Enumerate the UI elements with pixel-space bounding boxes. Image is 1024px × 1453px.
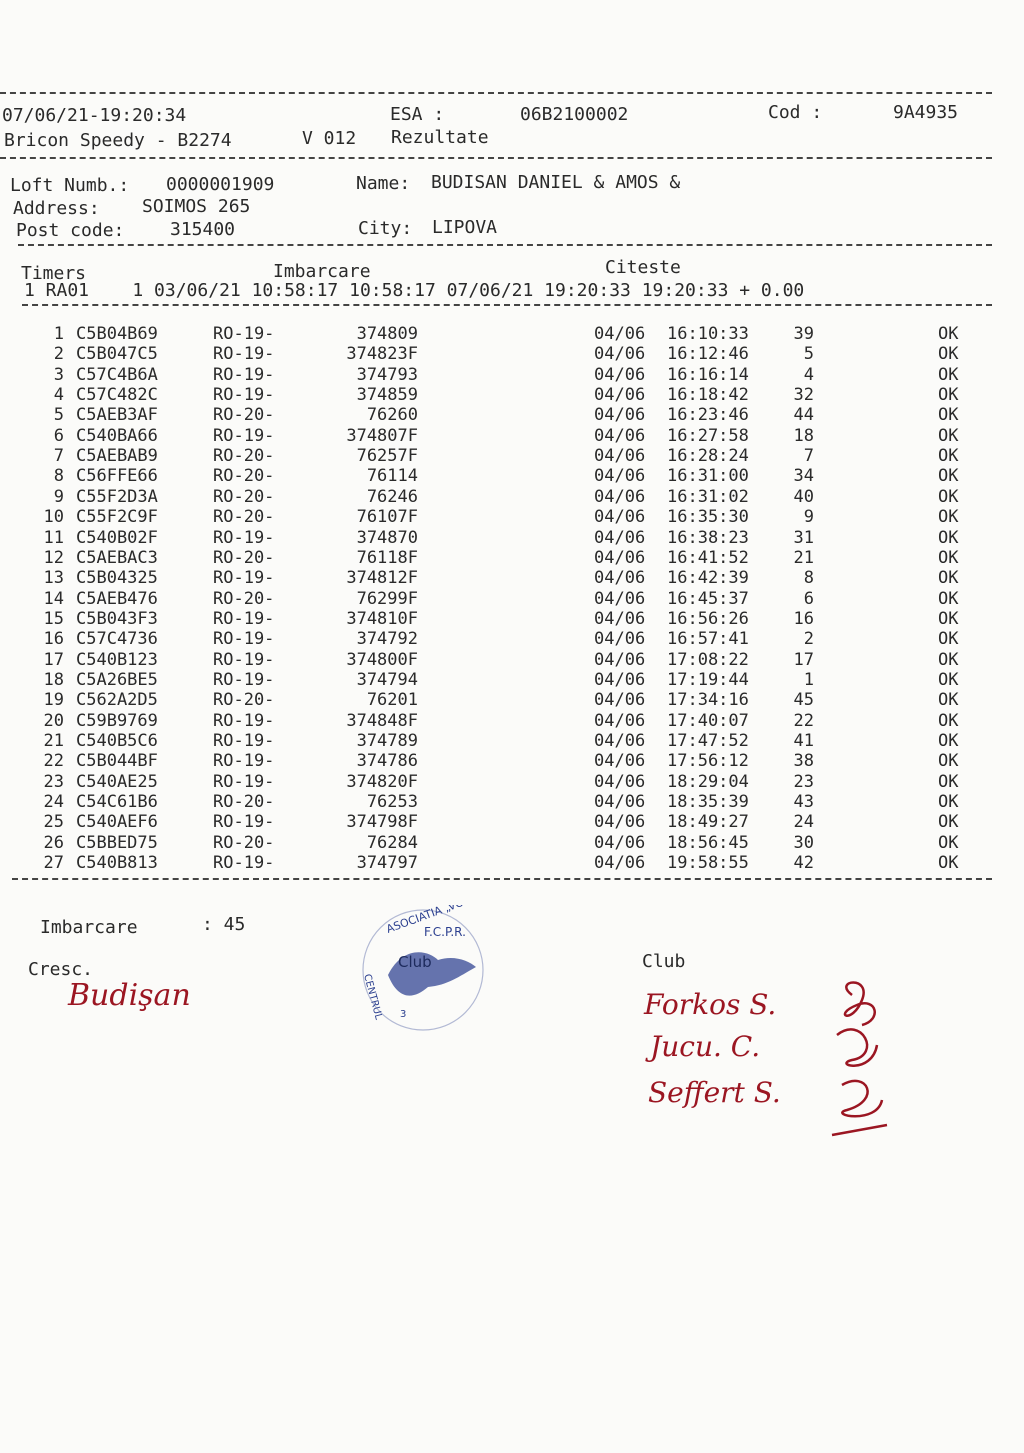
cell-time: 17:19:44 [667, 669, 749, 690]
cell-status: OK [938, 425, 959, 446]
table-row [0, 446, 1000, 466]
cell-prefix: RO-19- [213, 649, 275, 670]
postcode-label: Post code: [16, 220, 125, 241]
cell-status: OK [938, 547, 959, 568]
cell-n: 15 [43, 608, 64, 629]
cell-time: 17:40:07 [667, 710, 749, 731]
cell-pos: 7 [803, 446, 814, 467]
report-type: Rezultate [391, 127, 489, 148]
cell-time: 16:16:14 [667, 364, 749, 385]
cell-n: 3 [53, 364, 64, 385]
cell-time: 16:45:37 [667, 588, 749, 609]
cell-n: 25 [43, 812, 64, 833]
cell-time: 17:34:16 [667, 690, 749, 711]
cell-id: C5A26BE5 [76, 669, 158, 690]
cell-status: OK [938, 466, 959, 487]
cell-time: 17:47:52 [667, 731, 749, 751]
cell-prefix: RO-19- [213, 527, 275, 548]
cell-time: 16:28:24 [667, 446, 749, 467]
cell-n: 8 [53, 466, 64, 487]
cell-time: 18:35:39 [667, 792, 749, 813]
cell-n: 19 [43, 690, 64, 711]
city-value: LIPOVA [432, 217, 498, 238]
cell-ring: 76257F [356, 446, 418, 467]
cell-date: 04/06 [594, 547, 646, 568]
cell-ring: 374812F [346, 568, 418, 589]
cell-id: C57C4736 [76, 629, 158, 650]
table-row [0, 629, 1000, 649]
cell-date: 04/06 [594, 588, 646, 609]
cell-prefix: RO-20- [213, 792, 275, 813]
report-datetime: 07/06/21-19:20:34 [2, 105, 187, 126]
cell-prefix: RO-19- [213, 568, 275, 589]
cell-time: 17:08:22 [667, 649, 749, 670]
cell-time: 16:35:30 [667, 507, 749, 528]
separator-results [12, 878, 992, 880]
cell-n: 4 [53, 385, 64, 406]
cell-prefix: RO-19- [213, 385, 275, 406]
cell-date: 04/06 [594, 771, 646, 792]
cell-time: 16:56:26 [667, 608, 749, 629]
cell-prefix: RO-19- [213, 771, 275, 792]
cell-status: OK [938, 629, 959, 650]
address-label: Address: [13, 198, 100, 219]
cell-n: 16 [43, 629, 64, 650]
cell-pos: 40 [793, 486, 814, 507]
cell-ring: 374848F [346, 710, 418, 731]
table-row [0, 751, 1000, 771]
cell-date: 04/06 [594, 649, 646, 670]
cell-status: OK [938, 344, 959, 365]
cell-pos: 4 [803, 364, 814, 385]
cell-id: C5B044BF [76, 751, 158, 772]
cell-ring: 374807F [346, 425, 418, 446]
cell-n: 1 [53, 324, 64, 344]
cell-ring: 374823F [346, 344, 418, 365]
cell-date: 04/06 [594, 507, 646, 528]
club-signature-3: Seffert S. [648, 1076, 781, 1109]
cell-ring: 76253 [366, 792, 418, 813]
cell-id: C54C61B6 [76, 792, 158, 813]
cell-n: 7 [53, 446, 64, 467]
cell-time: 16:23:46 [667, 405, 749, 426]
cell-ring: 76260 [366, 405, 418, 426]
cell-date: 04/06 [594, 568, 646, 589]
cell-status: OK [938, 853, 959, 874]
cell-time: 16:38:23 [667, 527, 749, 548]
cell-time: 19:58:55 [667, 853, 749, 874]
cell-pos: 24 [793, 812, 814, 833]
cell-pos: 5 [803, 344, 814, 365]
cell-prefix: RO-20- [213, 405, 275, 426]
cell-n: 11 [43, 527, 64, 548]
table-row [0, 711, 1000, 731]
table-row [0, 792, 1000, 812]
table-row [0, 670, 1000, 690]
cell-status: OK [938, 832, 959, 853]
cell-status: OK [938, 771, 959, 792]
postcode-value: 315400 [170, 219, 236, 240]
cell-n: 14 [43, 588, 64, 609]
cell-n: 27 [43, 853, 64, 874]
esa-label: ESA : [390, 104, 445, 125]
cell-status: OK [938, 527, 959, 548]
cell-id: C5AEB3AF [76, 405, 158, 426]
table-row [0, 589, 1000, 609]
cell-ring: 374792 [356, 629, 418, 650]
cell-time: 18:49:27 [667, 812, 749, 833]
cell-id: C562A2D5 [76, 690, 158, 711]
cell-ring: 76118F [356, 547, 418, 568]
address-value: SOIMOS 265 [142, 196, 251, 217]
cell-date: 04/06 [594, 324, 646, 344]
cell-n: 13 [43, 568, 64, 589]
cell-ring: 76284 [366, 832, 418, 853]
table-row [0, 853, 1000, 873]
cell-prefix: RO-20- [213, 588, 275, 609]
city-label: City: [358, 218, 413, 239]
separator-header [0, 157, 992, 159]
cell-status: OK [938, 751, 959, 772]
cell-id: C540B5C6 [76, 731, 158, 751]
cell-prefix: RO-19- [213, 324, 275, 344]
separator-top [0, 92, 992, 94]
stamp-left-text: CENTRUL [361, 972, 384, 1021]
cell-date: 04/06 [594, 486, 646, 507]
cell-prefix: RO-20- [213, 832, 275, 853]
cell-date: 04/06 [594, 669, 646, 690]
cell-status: OK [938, 812, 959, 833]
cell-n: 21 [43, 731, 64, 751]
cell-date: 04/06 [594, 608, 646, 629]
esa-value: 06B2100002 [520, 104, 629, 125]
cell-pos: 21 [793, 547, 814, 568]
club-label: Club [642, 951, 686, 972]
table-row [0, 690, 1000, 710]
cell-id: C540BA66 [76, 425, 158, 446]
table-row [0, 812, 1000, 832]
cell-date: 04/06 [594, 629, 646, 650]
cell-pos: 18 [793, 425, 814, 446]
cell-prefix: RO-19- [213, 608, 275, 629]
cell-date: 04/06 [594, 527, 646, 548]
cell-ring: 374793 [356, 364, 418, 385]
cell-status: OK [938, 608, 959, 629]
cell-pos: 8 [803, 568, 814, 589]
cell-pos: 41 [793, 731, 814, 751]
cell-time: 16:10:33 [667, 324, 749, 344]
cell-prefix: RO-19- [213, 364, 275, 385]
cell-status: OK [938, 710, 959, 731]
cell-n: 10 [43, 507, 64, 528]
cell-time: 16:27:58 [667, 425, 749, 446]
stamp-org: F.C.P.R. [424, 925, 466, 939]
cell-status: OK [938, 486, 959, 507]
cell-prefix: RO-20- [213, 690, 275, 711]
cell-time: 16:18:42 [667, 385, 749, 406]
cod-value: 9A4935 [893, 102, 959, 123]
cell-id: C55F2C9F [76, 507, 158, 528]
cell-date: 04/06 [594, 731, 646, 751]
cell-prefix: RO-20- [213, 466, 275, 487]
cell-n: 24 [43, 792, 64, 813]
club-initials-scribbles [822, 975, 902, 1145]
club-signature-2: Jucu. C. [650, 1030, 761, 1063]
cell-n: 18 [43, 669, 64, 690]
cell-id: C5AEB476 [76, 588, 158, 609]
cell-status: OK [938, 690, 959, 711]
cell-id: C5B04B69 [76, 324, 158, 344]
cell-date: 04/06 [594, 853, 646, 874]
table-row [0, 324, 1000, 344]
cell-date: 04/06 [594, 344, 646, 365]
imbarcare-header-label: Imbarcare [273, 261, 371, 282]
cell-n: 5 [53, 405, 64, 426]
cell-prefix: RO-20- [213, 486, 275, 507]
cell-time: 18:29:04 [667, 771, 749, 792]
cell-status: OK [938, 649, 959, 670]
footer-imbarcare-label: Imbarcare [40, 917, 138, 938]
cell-id: C5AEBAC3 [76, 547, 158, 568]
loft-number-value: 0000001909 [166, 174, 275, 195]
cell-pos: 39 [793, 324, 814, 344]
table-row [0, 650, 1000, 670]
cell-prefix: RO-19- [213, 425, 275, 446]
cell-pos: 9 [803, 507, 814, 528]
cell-ring: 374794 [356, 669, 418, 690]
cell-status: OK [938, 507, 959, 528]
cell-id: C540B123 [76, 649, 158, 670]
cell-id: C5B04325 [76, 568, 158, 589]
cell-status: OK [938, 731, 959, 751]
table-row [0, 365, 1000, 385]
cell-status: OK [938, 405, 959, 426]
cell-status: OK [938, 568, 959, 589]
cell-prefix: RO-19- [213, 669, 275, 690]
cell-pos: 31 [793, 527, 814, 548]
loft-name-label: Name: [356, 173, 411, 194]
cell-id: C5B043F3 [76, 608, 158, 629]
cell-n: 12 [43, 547, 64, 568]
table-row [0, 344, 1000, 364]
cell-n: 26 [43, 832, 64, 853]
cell-ring: 76201 [366, 690, 418, 711]
cell-n: 22 [43, 751, 64, 772]
cell-pos: 38 [793, 751, 814, 772]
cell-status: OK [938, 792, 959, 813]
timer-line: 1 RA01 1 03/06/21 10:58:17 10:58:17 07/06/21 19:20:33 19:20:33 + 0.00 [24, 280, 805, 301]
cell-date: 04/06 [594, 690, 646, 711]
cell-n: 20 [43, 710, 64, 731]
cell-status: OK [938, 669, 959, 690]
table-row [0, 487, 1000, 507]
cell-ring: 374820F [346, 771, 418, 792]
cell-pos: 30 [793, 832, 814, 853]
cell-id: C56FFE66 [76, 466, 158, 487]
cell-date: 04/06 [594, 425, 646, 446]
cell-status: OK [938, 446, 959, 467]
cell-date: 04/06 [594, 710, 646, 731]
cell-date: 04/06 [594, 751, 646, 772]
cresc-label: Cresc. [28, 959, 94, 980]
cell-prefix: RO-20- [213, 547, 275, 568]
table-row [0, 405, 1000, 425]
stamp-number: 3 [400, 1009, 407, 1020]
cell-status: OK [938, 324, 959, 344]
cell-pos: 17 [793, 649, 814, 670]
cell-id: C5AEBAB9 [76, 446, 158, 467]
table-row [0, 609, 1000, 629]
cell-pos: 45 [793, 690, 814, 711]
cell-ring: 374800F [346, 649, 418, 670]
separator-timers [22, 304, 992, 306]
cell-prefix: RO-19- [213, 751, 275, 772]
device-name: Bricon Speedy - B2274 [4, 130, 232, 151]
cell-id: C57C4B6A [76, 364, 158, 385]
cell-date: 04/06 [594, 812, 646, 833]
cell-id: C540AE25 [76, 771, 158, 792]
cell-date: 04/06 [594, 446, 646, 467]
stamp-top-text: ASOCIATIA [384, 905, 444, 936]
cell-id: C540AEF6 [76, 812, 158, 833]
cell-ring: 374810F [346, 608, 418, 629]
cell-prefix: RO-19- [213, 710, 275, 731]
loft-name-value: BUDISAN DANIEL & AMOS & [431, 172, 681, 193]
cell-ring: 374797 [356, 853, 418, 874]
cell-n: 9 [53, 486, 64, 507]
table-row [0, 528, 1000, 548]
cell-prefix: RO-19- [213, 344, 275, 365]
cell-status: OK [938, 588, 959, 609]
citeste-label: Citeste [605, 257, 681, 278]
cell-prefix: RO-20- [213, 446, 275, 467]
footer-imbarcare-value: : 45 [202, 914, 246, 935]
cell-time: 16:41:52 [667, 547, 749, 568]
cell-pos: 6 [803, 588, 814, 609]
breeder-signature: Budişan [68, 978, 191, 1013]
cell-prefix: RO-20- [213, 507, 275, 528]
cell-ring: 374789 [356, 731, 418, 751]
cell-id: C540B813 [76, 853, 158, 874]
cell-pos: 22 [793, 710, 814, 731]
cell-ring: 374859 [356, 385, 418, 406]
cell-time: 16:12:46 [667, 344, 749, 365]
table-row [0, 548, 1000, 568]
club-stamp [358, 905, 488, 1035]
cell-time: 16:57:41 [667, 629, 749, 650]
cod-label: Cod : [768, 102, 823, 123]
cell-pos: 23 [793, 771, 814, 792]
cell-pos: 34 [793, 466, 814, 487]
cell-ring: 374798F [346, 812, 418, 833]
cell-n: 2 [53, 344, 64, 365]
cell-date: 04/06 [594, 832, 646, 853]
cell-time: 18:56:45 [667, 832, 749, 853]
cell-pos: 42 [793, 853, 814, 874]
cell-date: 04/06 [594, 385, 646, 406]
cell-time: 16:31:00 [667, 466, 749, 487]
cell-pos: 43 [793, 792, 814, 813]
cell-date: 04/06 [594, 405, 646, 426]
stamp-club-text: Club [398, 953, 432, 971]
cell-pos: 1 [803, 669, 814, 690]
cell-id: C5B047C5 [76, 344, 158, 365]
cell-ring: 76114 [366, 466, 418, 487]
cell-prefix: RO-19- [213, 731, 275, 751]
cell-id: C540B02F [76, 527, 158, 548]
cell-n: 23 [43, 771, 64, 792]
table-row [0, 385, 1000, 405]
cell-time: 17:56:12 [667, 751, 749, 772]
cell-id: C5BBED75 [76, 832, 158, 853]
club-signature-1: Forkos S. [644, 988, 777, 1021]
separator-loft [18, 244, 992, 246]
loft-number-label: Loft Numb.: [10, 175, 130, 196]
cell-ring: 374870 [356, 527, 418, 548]
cell-time: 16:31:02 [667, 486, 749, 507]
cell-ring: 76107F [356, 507, 418, 528]
timers-label: Timers [21, 263, 87, 284]
cell-pos: 44 [793, 405, 814, 426]
cell-pos: 32 [793, 385, 814, 406]
cell-time: 16:42:39 [667, 568, 749, 589]
device-version: V 012 [302, 128, 357, 149]
cell-date: 04/06 [594, 792, 646, 813]
table-row [0, 772, 1000, 792]
cell-prefix: RO-19- [213, 629, 275, 650]
cell-prefix: RO-19- [213, 812, 275, 833]
cell-date: 04/06 [594, 364, 646, 385]
cell-ring: 76246 [366, 486, 418, 507]
table-row [0, 731, 1000, 751]
cell-ring: 374809 [356, 324, 418, 344]
cell-n: 17 [43, 649, 64, 670]
cell-id: C59B9769 [76, 710, 158, 731]
stamp-graphic [358, 905, 488, 1035]
table-row [0, 568, 1000, 588]
cell-pos: 16 [793, 608, 814, 629]
cell-ring: 374786 [356, 751, 418, 772]
cell-prefix: RO-19- [213, 853, 275, 874]
cell-id: C55F2D3A [76, 486, 158, 507]
table-row [0, 466, 1000, 486]
table-row [0, 426, 1000, 446]
cell-ring: 76299F [356, 588, 418, 609]
cell-date: 04/06 [594, 466, 646, 487]
cell-status: OK [938, 385, 959, 406]
table-row [0, 507, 1000, 527]
cell-n: 6 [53, 425, 64, 446]
table-row [0, 833, 1000, 853]
cell-pos: 2 [803, 629, 814, 650]
cell-id: C57C482C [76, 385, 158, 406]
cell-status: OK [938, 364, 959, 385]
